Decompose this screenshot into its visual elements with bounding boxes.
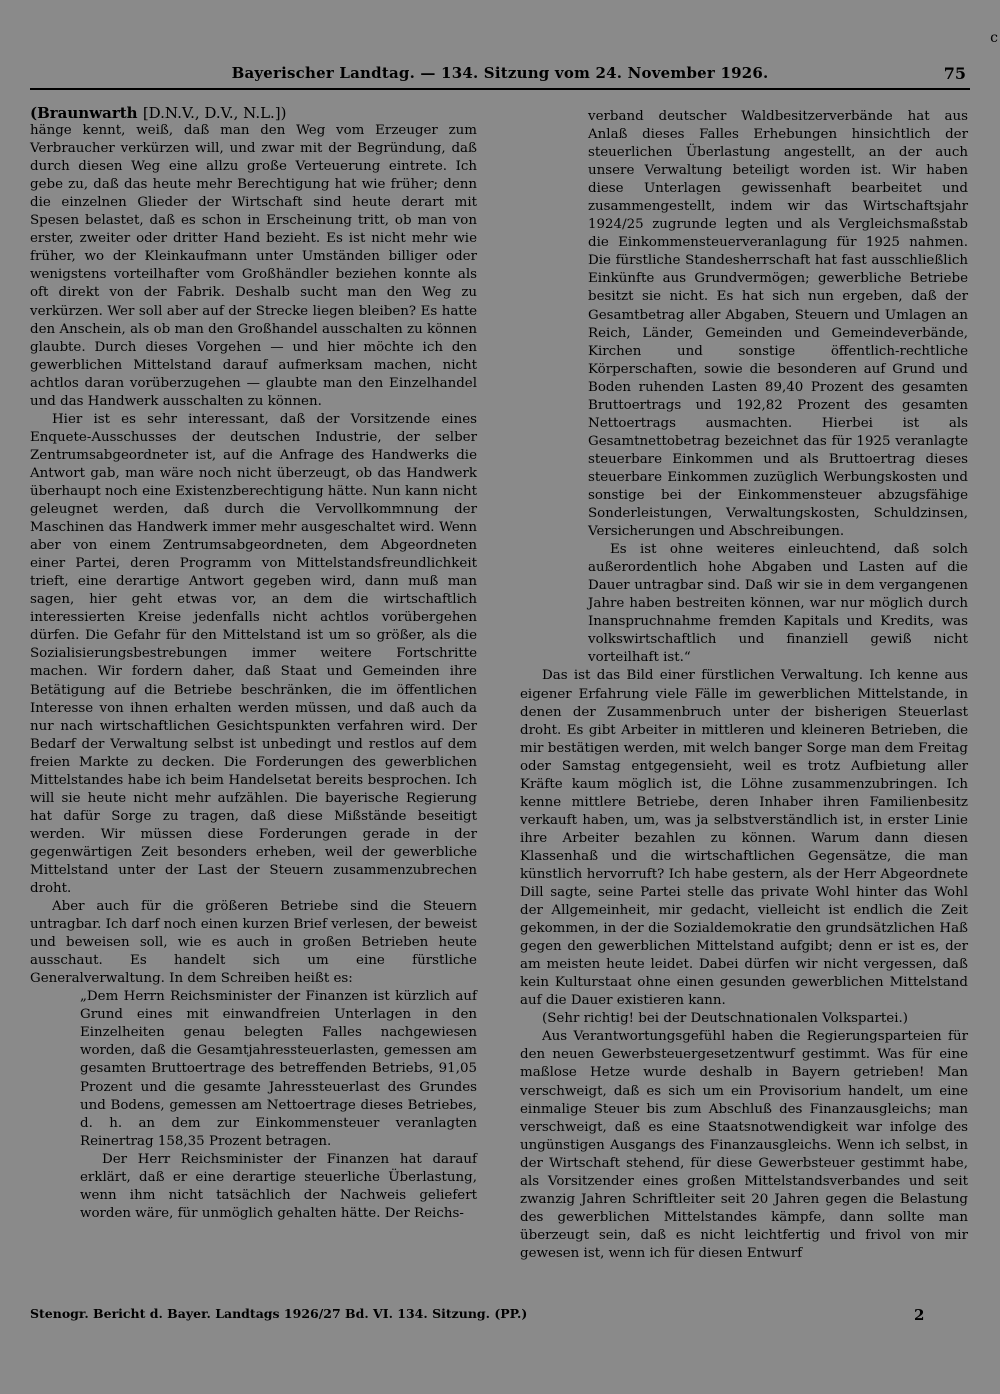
quoted-letter [30,988,477,1223]
paragraph: Das ist das Bild einer fürstlichen Verwaltung. Ich kenne aus eigener Erfahrung viele Fälle im gewerblichen Mittelstande, in denen der Zusammenbruch unter der bisherigen Steuerlast droht. Es gibt Arbeiter in mittleren und kleineren Betrieben, die mir bestätigen werden, mit welch banger Sorge man dem Freitag oder Samstag entgegensieht, weil es trotz Aufbietung aller Kräfte kaum möglich ist, die Löhne zusammenzubringen. Ich kenne mittlere Betriebe, deren Inhaber ihren Familienbesitz verkauft haben, um, was ja selbstverständlich ist, in erster Linie ihre Arbeiter bezahlen zu können. Warum dann diesen Klassenhaß und die wirtschaftlichen Gegensätze, die man künstlich hervorruft? Ich habe gestern, als der Herr Abgeordnete Dill sagte, seine Partei stelle das private Wohl hinter das Wohl der Allgemeinheit, mir gedacht, vielleicht ist endlich die Zeit gekommen, in der die Sozialdemokratie den grundsätzlichen Haß gegen den gewerblichen Mittelstand aufgibt; denn er ist es, der am meisten heute leidet. Dabei dürfen wir nicht vergessen, daß kein Kulturstaat ohne einen gesunden gewerblichen Mittelstand auf die Dauer existieren kann. [520,668,968,1009]
page-title: Bayerischer Landtag. — 134. Sitzung vom 24. November 1926. [231,64,769,82]
page-footer [30,1306,970,1328]
right-column [520,108,968,1263]
speaker-parties: [D.N.V., D.V., N.L.]) [142,104,287,122]
quote-continuation: Es ist ohne weiteres einleuchtend, daß solch außerordentlich hohe Abgaben und Lasten auf die Dauer untragbar sind. Daß wir sie in dem vergangenen Jahre haben bestreiten können, war nur möglich durch Inanspruchnahme fremden Kapitals und Kredits, was volkswirtschaftlich und finanziell gewiß nicht vorteilhaft ist.“ [588,542,968,666]
signature-mark: 2 [914,1306,925,1324]
paragraph: Aber auch für die größeren Betriebe sind die Steuern untragbar. Ich darf noch einen kurzen Brief verlesen, der beweist und beweisen soll, wie es auch in großen Betrieben heute ausschaut. Es handelt sich um eine fürstliche Generalverwaltung. In dem Schreiben heißt es: [30,899,477,987]
paragraph: Hier ist es sehr interessant, daß der Vorsitzende eines Enquete-Ausschusses der deutschen Industrie, der selber Zentrumsabgeordneter ist, auf die Anfrage des Handwerks die Antwort gab, man wäre noch nicht überzeugt, ob das Handwerk überhaupt noch eine Existenzberechtigung hätte. Nun kann nicht geleugnet werden, daß durch die Vervollkommnung der Maschinen das Handwerk immer mehr ausgeschaltet wird. Wenn aber von einem Zentrumsabgeordneten, dem Abgeordneten einer Partei, deren Programm von Mittelstandsfreundlichkeit trieft, eine derartige Antwort gegeben wird, dann muß man sagen, hier geht etwas vor, an dem die wirtschaftlich interessierten Kreise jedenfalls nicht achtlos vorübergehen dürfen. Die Gefahr für den Mittelstand ist um so größer, als die Sozialisierungsbestrebungen immer weitere Fortschritte machen. Wir fordern daher, daß Staat und Gemeinden ihre Betätigung auf die Betriebe beschränken, die im öffentlichen Interesse von ihnen erhalten werden müssen, und daß auch da nur nach wirtschaftlichen Gesichtspunkten verfahren wird. Der Bedarf der Verwaltung selbst ist unbedingt und restlos auf dem freien Markte zu decken. Die Forderungen des gewerblichen Mittelstandes habe ich beim Handelsetat bereits besprochen. Ich will sie heute nicht mehr aufzählen. Die bayerische Regierung hat dafür Sorge zu tragen, daß diese Mißstände beseitigt werden. Wir müssen diese Forderungen gerade in der gegenwärtigen Zeit besonders erheben, weil der gewerbliche Mittelstand unter der Last der Steuern zusammenzubrechen droht. [30,411,477,897]
header-rule [30,88,970,90]
quote-paragraph: Der Herr Reichsminister der Finanzen hat darauf erklärt, daß er eine derartige steuerliche Überlastung, wenn ihm nicht tatsächlich der Nachweis geliefert worden wäre, für unmöglich gehalten hätte. Der Reichs- [80,1151,477,1221]
left-column [30,104,477,1223]
quote-paragraph: „Dem Herrn Reichsminister der Finanzen ist kürzlich auf Grund eines mit einwandfreien Unterlagen in den Einzelheiten genau belegten Falles nachgewiesen worden, daß die Gesamtjahressteuerlasten, gemessen am gesamten Bruttoertrage des betreffenden Betriebs, 91,05 Prozent und die gesamte Jahressteuerlast des Grundes und Bodens, gemessen am Nettoertrage dieses Betriebes, d. h. an dem zur Einkommensteuer veranlagten Reinertrag 158,35 Prozent betragen. [80,989,477,1149]
page-header [30,64,970,86]
footer-note: Stenogr. Bericht d. Bayer. Landtags 1926/27 Bd. VI. 134. Sitzung. (PP.) [30,1306,528,1321]
interjection: (Sehr richtig! bei der Deutschnationalen Volkspartei.) [542,1011,908,1027]
quote-continuation: verband deutscher Waldbesitzerverbände hat aus Anlaß dieses Falles Erhebungen hinsichtlich der steuerlichen Überlastung angestellt, an der auch unsere Verwaltung beteiligt worden ist. Wir haben diese Unterlagen gewissenhaft bearbeitet und zusammengestellt, indem wir das Wirtschaftsjahr 1924/25 zugrunde legten und als Vergleichsmaßstab die Einkommensteuerveranlagung für 1925 nahmen. Die fürstliche Standesherrschaft hat fast ausschließlich Einkünfte aus Grundvermögen; gewerbliche Betriebe besitzt sie nicht. Es hat sich nun ergeben, daß der Gesamtbetrag aller Abgaben, Steuern und Umlagen an Reich, Länder, Gemeinden und Gemeindeverbände, Kirchen und sonstige öffentlich-rechtliche Körperschaften, sowie die besonderen auf Grund und Boden ruhenden Lasten 89,40 Prozent des gesamten Bruttoertrags und 192,82 Prozent des gesamten Nettoertrags ausmachten. Hierbei ist als Gesamtnettobetrag bezeichnet das für 1925 veranlagte steuerbare Einkommen und als Bruttoertrag dieses steuerbare Einkommen zuzüglich Werbungskosten und sonstige bei der Einkommensteuer abzugsfähige Sonderleistungen, Verwaltungskosten, Schuldzinsen, Versicherungen und Abschreibungen. [588,109,968,540]
speaker-line [30,104,477,122]
edge-mark: c [990,30,998,46]
paragraph: hänge kennt, weiß, daß man den Weg vom Erzeuger zum Verbraucher verkürzen will, und zwar mit der Begründung, daß durch diesen Weg eine allzu große Verteuerung eintrete. Ich gebe zu, daß das heute mehr Berechtigung hat wie früher; denn die einzelnen Glieder der Wirtschaft sind heute derart mit Spesen belastet, daß es schon in Erscheinung tritt, ob man von erster, zweiter oder dritter Hand bezieht. Es ist nicht mehr wie früher, wo der Kleinkaufmann unter Umständen billiger oder wenigstens vorteilhafter vom Großhändler beziehen konnte als oft direkt von der Fabrik. Deshalb sucht man den Weg zu verkürzen. Wer soll aber auf der Strecke liegen bleiben? Es hatte den Anschein, als ob man den Großhandel ausschalten zu können glaubte. Durch dieses Vorgehen — und hier möchte ich den gewerblichen Mittelstand darauf aufmerksam machen, nicht achtlos daran vorüberzugehen — glaubte man den Einzelhandel und das Handwerk ausschalten zu können. [30,123,477,409]
page-number: 75 [943,64,966,83]
paragraph: Aus Verantwortungsgefühl haben die Regierungsparteien für den neuen Gewerbsteuergesetzentwurf gestimmt. Was für eine maßlose Hetze wurde deshalb in Bayern getrieben! Man verschweigt, daß es sich um ein Provisorium handelt, um eine einmalige Steuer bis zum Abschluß des Finanzausgleichs; man verschweigt, daß es eine Staatsnotwendigkeit war infolge des ungünstigen Ausgangs des Finanzausgleichs. Wenn ich selbst, in der Wirtschaft stehend, für diese Gewerbsteuer gestimmt habe, als Vorsitzender eines großen Mittelstandsverbandes und seit zwanzig Jahren Schriftleiter seit 20 Jahren gegen die Belastung des gewerblichen Mittelstandes kämpfe, dann sollte man überzeugt sein, daß es nicht leichtfertig und frivol von mir gewesen ist, wenn ich für diesen Entwurf [520,1029,968,1261]
speaker-name: (Braunwarth [30,104,138,122]
